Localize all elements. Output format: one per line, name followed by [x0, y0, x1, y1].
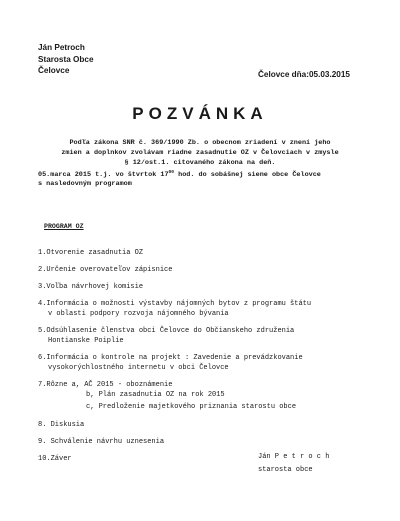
signature-role: starosta obce — [258, 466, 313, 474]
agenda-item-7: 7.Rôzne a, AČ 2015 - oboznámenie — [38, 381, 173, 389]
sender-role: Starosta Obce — [38, 54, 94, 64]
intro-line-date — [38, 171, 321, 180]
law-line: zmien a doplnkov zvolávam riadne zasadnutie OZ v Čelovciach v zmysle — [61, 148, 339, 157]
agenda-item-5 — [38, 326, 311, 346]
intro-place-text: hod. do sobášnej siene obce Čelovce — [174, 171, 321, 179]
agenda-item-6-line-2: vysokorýchlostného internetu v obci Čelovce — [48, 364, 229, 372]
sender-block — [38, 42, 94, 77]
sender-place: Čelovce — [38, 66, 70, 75]
agenda-item-4-line-1: 4.Informácia o možnosti výstavby nájomných bytov z programu štátu — [38, 300, 312, 308]
agenda-item-4 — [38, 299, 311, 319]
agenda-item-4-line-2: v oblasti podpory rozvoja nájomného bývania — [48, 310, 229, 318]
law-paragraph — [0, 139, 400, 168]
signature-block — [258, 451, 329, 477]
agenda-list — [38, 248, 311, 471]
agenda-item-7-b: b, Plán zasadnutia OZ na rok 2015 — [86, 391, 225, 399]
law-line: Podľa zákona SNR č. 369/1990 Zb. o obecnom zriadení v znení jeho — [69, 139, 331, 147]
agenda-item-5-line-2: Hontianske Poiplie — [48, 337, 124, 345]
document-title: POZVÁNKA — [132, 104, 268, 123]
agenda-item-8: 8. Diskusia — [38, 421, 85, 429]
sender-name: Ján Petroch — [38, 43, 85, 52]
program-heading: PROGRAM OZ — [44, 223, 84, 230]
agenda-item-5-line-1: 5.Odsúhlasenie členstva obci Čelovce do Občianskeho združenia — [38, 327, 295, 335]
intro-date-text: 05.marca 2015 t.j. vo štvrtok 17 — [38, 171, 169, 179]
date-line: Čelovce dňa:05.03.2015 — [258, 70, 350, 79]
agenda-item-9: 9. Schválenie návrhu uznesenia — [38, 438, 165, 446]
agenda-item-7-c: c, Predloženie majetkového priznania starostu obce — [86, 403, 297, 411]
agenda-item-10: 10.Záver — [38, 455, 72, 463]
meeting-intro — [38, 171, 321, 188]
agenda-item-2: 2.Určenie overovateľov zápisnice — [38, 266, 173, 274]
agenda-item-3: 3.Voľba návrhovej komisie — [38, 283, 144, 291]
intro-line-program: s nasledovným programom — [38, 179, 132, 188]
agenda-item-1: 1.Otvorenie zasadnutia OZ — [38, 249, 144, 257]
law-line: § 12/ost.1. citovaného zákona na deň. — [124, 158, 276, 167]
signature-name: Ján P e t r o c h — [258, 453, 330, 461]
agenda-item-6-line-1: 6.Informácia o kontrole na projekt : Zavedenie a prevádzkovanie — [38, 354, 303, 362]
agenda-item-6 — [38, 353, 311, 373]
intro-time-superscript: 00 — [168, 170, 175, 175]
